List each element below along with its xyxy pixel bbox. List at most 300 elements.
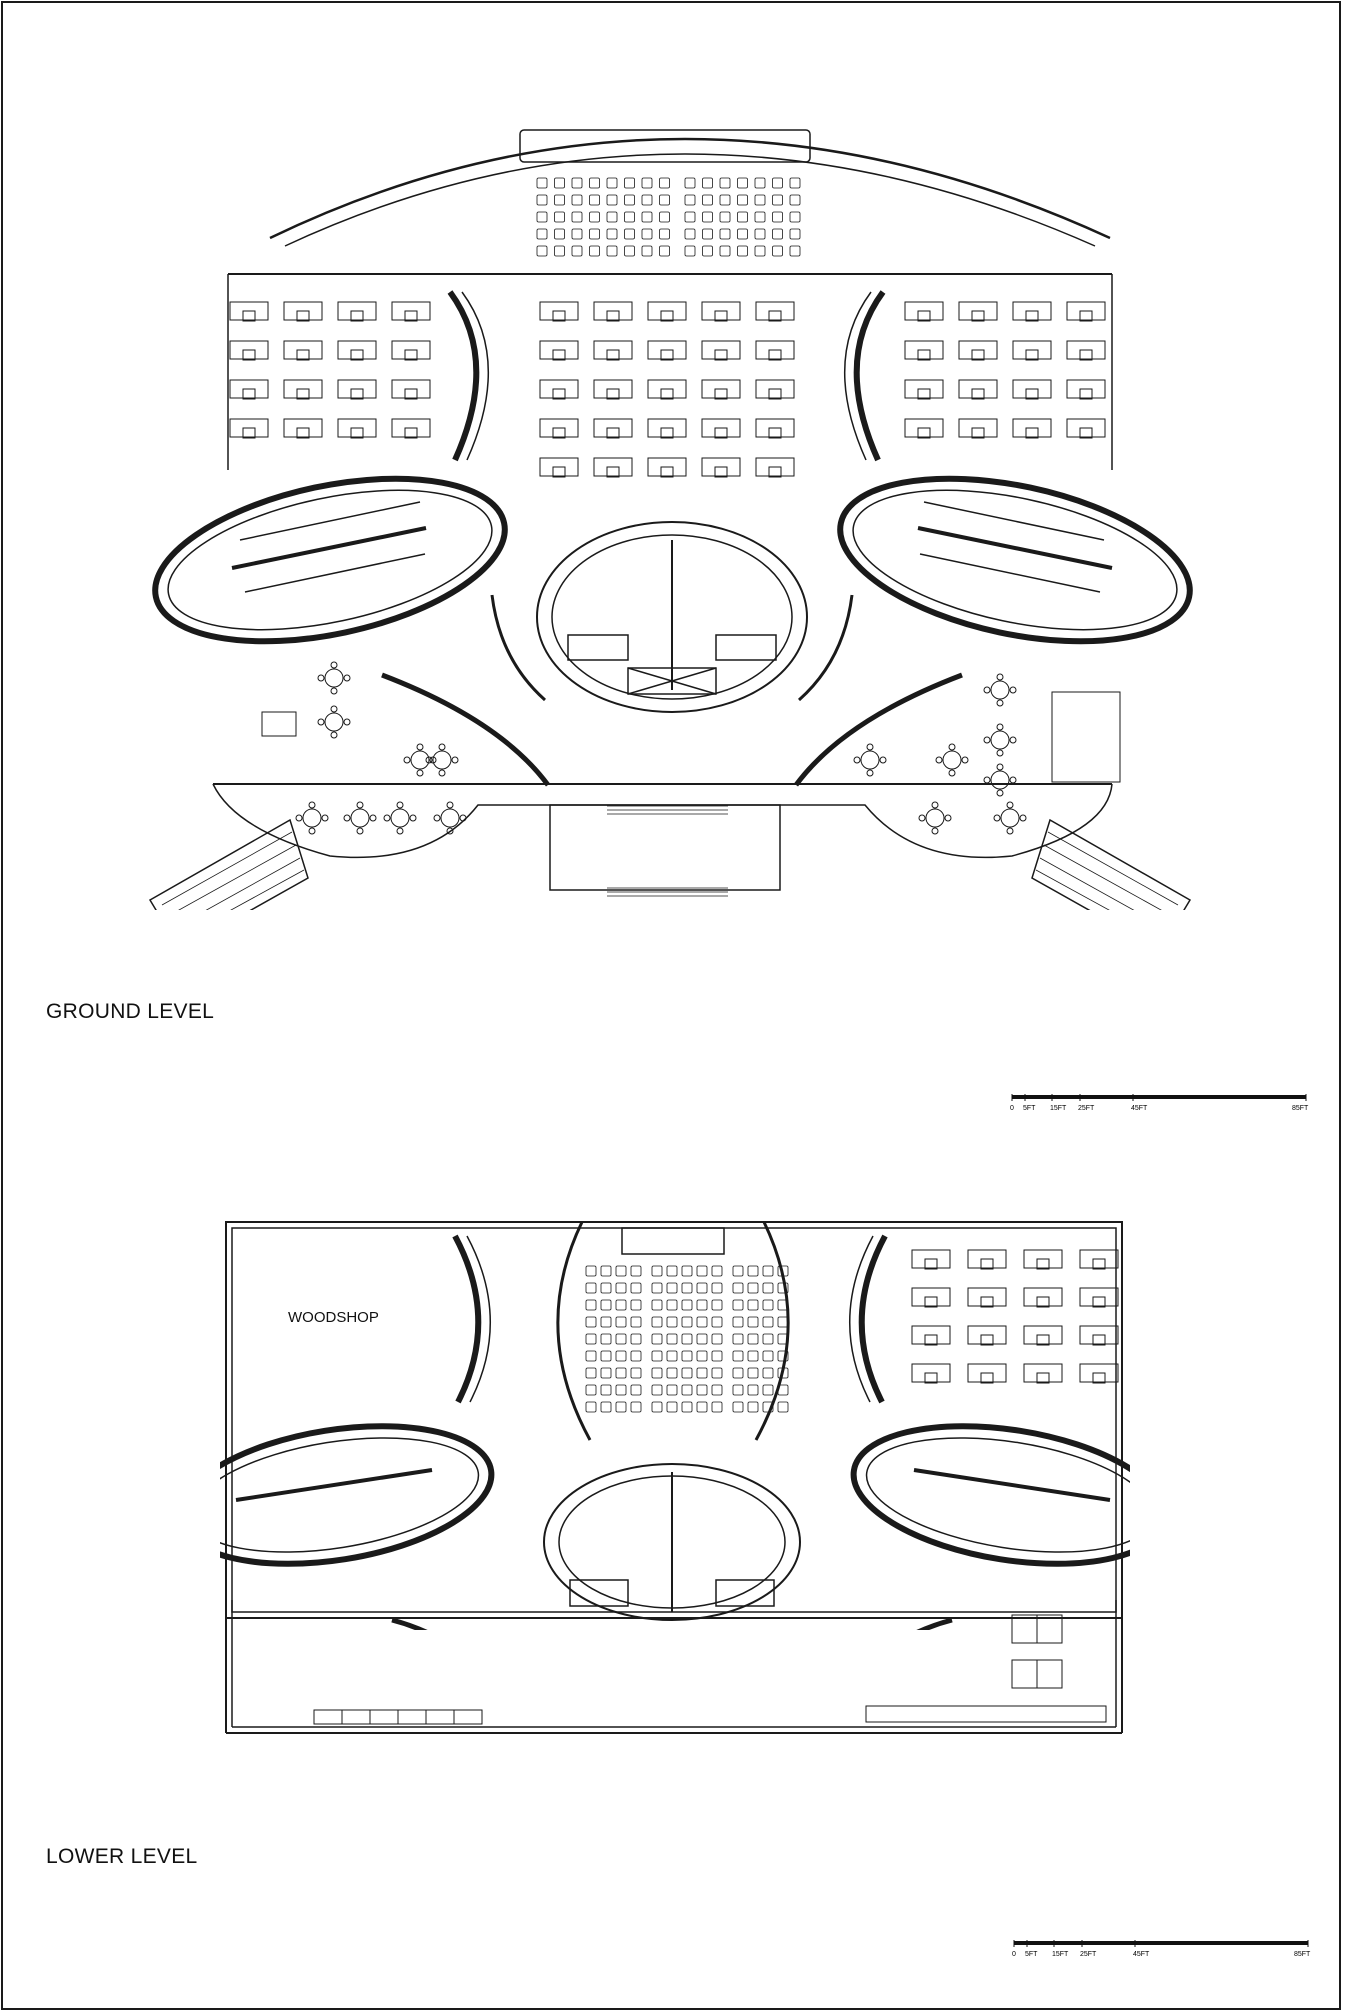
seat xyxy=(733,1283,743,1293)
chair xyxy=(949,744,955,750)
chair xyxy=(417,744,423,750)
seat xyxy=(631,1334,641,1344)
seat xyxy=(697,1351,707,1361)
billiard-table xyxy=(262,712,296,736)
lower-right-wing xyxy=(844,1406,1130,1584)
seat xyxy=(667,1334,677,1344)
seat xyxy=(733,1317,743,1327)
seat xyxy=(697,1266,707,1276)
seat xyxy=(642,246,652,256)
seat xyxy=(773,229,783,239)
seat xyxy=(763,1283,773,1293)
seat xyxy=(586,1266,596,1276)
seat xyxy=(755,229,765,239)
seat xyxy=(652,1300,662,1310)
lower-level-bottom-band xyxy=(220,1600,1130,1750)
seat xyxy=(631,1368,641,1378)
seat xyxy=(712,1266,722,1276)
seat xyxy=(682,1300,692,1310)
chair xyxy=(452,757,458,763)
seat xyxy=(773,212,783,222)
scale-label-5ft: 5FT xyxy=(1023,1105,1036,1112)
chair xyxy=(357,828,363,834)
chair xyxy=(344,675,350,681)
seat xyxy=(631,1402,641,1412)
seat xyxy=(586,1385,596,1395)
chair xyxy=(331,706,337,712)
ground-level-title: GROUND LEVEL xyxy=(46,1000,215,1023)
round-table xyxy=(303,809,321,827)
seat xyxy=(601,1266,611,1276)
seat xyxy=(703,229,713,239)
chair xyxy=(997,790,1003,796)
chair xyxy=(880,757,886,763)
scale-label-25ft: 25FT xyxy=(1078,1105,1095,1112)
seat xyxy=(660,212,670,222)
seat xyxy=(601,1300,611,1310)
seat xyxy=(625,212,635,222)
seat xyxy=(748,1351,758,1361)
ground-entry-plaza xyxy=(550,805,780,890)
seat xyxy=(778,1402,788,1412)
chair xyxy=(439,770,445,776)
chair xyxy=(318,719,324,725)
seat xyxy=(601,1317,611,1327)
seat xyxy=(703,246,713,256)
seat xyxy=(631,1317,641,1327)
seat xyxy=(652,1283,662,1293)
seat xyxy=(601,1402,611,1412)
seat xyxy=(712,1402,722,1412)
seat xyxy=(572,212,582,222)
seat xyxy=(720,212,730,222)
ground-bleacher-left xyxy=(150,820,308,910)
seat xyxy=(625,246,635,256)
seat xyxy=(703,212,713,222)
chair xyxy=(997,750,1003,756)
seat xyxy=(748,1266,758,1276)
seat xyxy=(763,1300,773,1310)
seat xyxy=(616,1266,626,1276)
round-table xyxy=(926,809,944,827)
seat xyxy=(537,195,547,205)
chair xyxy=(1010,737,1016,743)
seat xyxy=(712,1351,722,1361)
seat xyxy=(682,1385,692,1395)
seat xyxy=(720,229,730,239)
seat xyxy=(733,1351,743,1361)
chair xyxy=(867,770,873,776)
seat xyxy=(616,1385,626,1395)
chair xyxy=(994,815,1000,821)
seat xyxy=(625,178,635,188)
seat xyxy=(616,1283,626,1293)
seat xyxy=(652,1402,662,1412)
seat xyxy=(631,1266,641,1276)
seat xyxy=(755,246,765,256)
seat xyxy=(607,229,617,239)
seat xyxy=(667,1385,677,1395)
chair xyxy=(318,675,324,681)
seat xyxy=(590,212,600,222)
seat xyxy=(738,178,748,188)
seat xyxy=(685,178,695,188)
seat xyxy=(748,1317,758,1327)
round-table xyxy=(1001,809,1019,827)
seat xyxy=(667,1368,677,1378)
seat xyxy=(682,1351,692,1361)
seat xyxy=(586,1402,596,1412)
seat xyxy=(607,212,617,222)
seat xyxy=(642,195,652,205)
chair xyxy=(1020,815,1026,821)
seat xyxy=(778,1317,788,1327)
chair xyxy=(439,744,445,750)
seat xyxy=(572,195,582,205)
seat xyxy=(631,1300,641,1310)
seat xyxy=(790,178,800,188)
seat xyxy=(631,1351,641,1361)
chair xyxy=(962,757,968,763)
seat xyxy=(685,212,695,222)
scale-label-0: 0 xyxy=(1012,1951,1016,1958)
ground-level-plan xyxy=(140,110,1200,910)
scale-label-25ft: 25FT xyxy=(1080,1951,1097,1958)
seat xyxy=(586,1283,596,1293)
chair xyxy=(919,815,925,821)
round-table xyxy=(943,751,961,769)
seat xyxy=(537,229,547,239)
ground-central-core xyxy=(492,522,852,712)
seat xyxy=(667,1351,677,1361)
seat xyxy=(712,1317,722,1327)
scale-label-85ft: 85FT xyxy=(1292,1105,1309,1112)
seat xyxy=(586,1334,596,1344)
seat xyxy=(733,1300,743,1310)
seat xyxy=(607,178,617,188)
seat xyxy=(720,246,730,256)
round-table xyxy=(991,731,1009,749)
seat xyxy=(586,1351,596,1361)
seat xyxy=(790,195,800,205)
seat xyxy=(607,195,617,205)
chair xyxy=(384,815,390,821)
seat xyxy=(763,1351,773,1361)
ground-lounge-furniture xyxy=(262,662,1120,834)
seat xyxy=(616,1402,626,1412)
lower-level-title: LOWER LEVEL xyxy=(46,1845,198,1868)
seat xyxy=(572,246,582,256)
seat xyxy=(652,1385,662,1395)
seat xyxy=(652,1351,662,1361)
ground-scale-bar xyxy=(1010,1093,1310,1115)
scale-label-15ft: 15FT xyxy=(1052,1951,1069,1958)
chair xyxy=(867,744,873,750)
seat xyxy=(667,1402,677,1412)
chair xyxy=(357,802,363,808)
seat xyxy=(590,195,600,205)
lower-scale-bar xyxy=(1012,1939,1312,1961)
seat xyxy=(712,1300,722,1310)
ground-left-wing xyxy=(141,451,520,670)
chair xyxy=(1010,687,1016,693)
scale-label-15ft: 15FT xyxy=(1050,1105,1067,1112)
chair xyxy=(854,757,860,763)
seat xyxy=(712,1283,722,1293)
chair xyxy=(344,719,350,725)
seat xyxy=(738,212,748,222)
seat xyxy=(748,1334,758,1344)
seat xyxy=(748,1368,758,1378)
seat xyxy=(733,1385,743,1395)
seat xyxy=(660,229,670,239)
seat xyxy=(555,212,565,222)
round-table xyxy=(391,809,409,827)
seat xyxy=(616,1351,626,1361)
chair xyxy=(397,802,403,808)
ground-shelf-arc-right xyxy=(857,292,883,460)
chair xyxy=(984,687,990,693)
lower-desk-grid xyxy=(912,1250,1118,1383)
seat xyxy=(755,195,765,205)
chair xyxy=(1007,828,1013,834)
seat xyxy=(586,1317,596,1327)
woodshop-label: WOODSHOP xyxy=(288,1309,379,1326)
seat xyxy=(763,1317,773,1327)
seat xyxy=(631,1283,641,1293)
round-table xyxy=(351,809,369,827)
seat xyxy=(682,1317,692,1327)
seat xyxy=(733,1266,743,1276)
seat xyxy=(616,1368,626,1378)
seat xyxy=(790,212,800,222)
seat xyxy=(555,229,565,239)
seat xyxy=(652,1368,662,1378)
seat xyxy=(616,1334,626,1344)
ground-shelf-arc-left xyxy=(450,292,476,460)
seat xyxy=(537,246,547,256)
ground-bleacher-right xyxy=(1032,820,1190,910)
seat xyxy=(652,1334,662,1344)
scale-label-45ft: 45FT xyxy=(1131,1105,1148,1112)
seat xyxy=(652,1266,662,1276)
ground-lower-left-curve xyxy=(382,675,548,785)
seat xyxy=(642,178,652,188)
seat xyxy=(733,1368,743,1378)
seat xyxy=(733,1402,743,1412)
chair xyxy=(936,757,942,763)
lower-shelf-arc-right xyxy=(862,1236,885,1402)
seat xyxy=(720,195,730,205)
round-table xyxy=(991,771,1009,789)
seat xyxy=(631,1385,641,1395)
seat xyxy=(738,195,748,205)
chair xyxy=(344,815,350,821)
seat xyxy=(748,1300,758,1310)
ground-desk-grid xyxy=(230,302,1105,477)
seat xyxy=(697,1334,707,1344)
seat xyxy=(773,195,783,205)
lower-left-wing xyxy=(220,1406,501,1584)
ground-right-wing xyxy=(826,451,1200,670)
scale-label-85ft: 85FT xyxy=(1294,1951,1311,1958)
seat xyxy=(667,1283,677,1293)
seat xyxy=(625,195,635,205)
seat xyxy=(685,246,695,256)
seat xyxy=(555,246,565,256)
seat xyxy=(682,1368,692,1378)
scale-label-5ft: 5FT xyxy=(1025,1951,1038,1958)
seat xyxy=(642,229,652,239)
seat xyxy=(697,1317,707,1327)
seat xyxy=(763,1266,773,1276)
seat xyxy=(601,1385,611,1395)
seat xyxy=(733,1334,743,1344)
seat xyxy=(601,1368,611,1378)
chair xyxy=(309,828,315,834)
chair xyxy=(309,802,315,808)
chair xyxy=(296,815,302,821)
chair xyxy=(945,815,951,821)
seat xyxy=(773,246,783,256)
seat xyxy=(712,1368,722,1378)
seat xyxy=(660,178,670,188)
seat xyxy=(755,212,765,222)
seat xyxy=(667,1317,677,1327)
chair xyxy=(949,770,955,776)
ground-lower-right-curve xyxy=(796,675,962,785)
seat xyxy=(685,229,695,239)
chair xyxy=(1007,802,1013,808)
lower-central-core xyxy=(544,1464,800,1620)
seat xyxy=(712,1385,722,1395)
round-table xyxy=(991,681,1009,699)
seat xyxy=(790,246,800,256)
chair xyxy=(417,770,423,776)
lower-shelf-arc-left xyxy=(455,1236,478,1402)
seat xyxy=(586,1300,596,1310)
chair xyxy=(997,724,1003,730)
seat xyxy=(748,1385,758,1395)
round-table xyxy=(325,713,343,731)
seat xyxy=(616,1300,626,1310)
seat xyxy=(601,1334,611,1344)
seat xyxy=(652,1317,662,1327)
chair xyxy=(397,828,403,834)
seat xyxy=(642,212,652,222)
round-table xyxy=(861,751,879,769)
chair xyxy=(331,662,337,668)
lower-auditorium-seating xyxy=(586,1266,788,1412)
seat xyxy=(790,229,800,239)
seat xyxy=(763,1385,773,1395)
seat xyxy=(607,246,617,256)
ground-lecture-seating xyxy=(537,178,800,256)
seat xyxy=(697,1368,707,1378)
chair xyxy=(404,757,410,763)
chair xyxy=(984,737,990,743)
seat xyxy=(537,178,547,188)
chair xyxy=(932,802,938,808)
seat xyxy=(763,1334,773,1344)
seat xyxy=(697,1385,707,1395)
scale-label-0: 0 xyxy=(1010,1105,1014,1112)
seat xyxy=(590,246,600,256)
seat xyxy=(773,178,783,188)
seat xyxy=(755,178,765,188)
seat xyxy=(590,178,600,188)
lower-workstations-right xyxy=(866,1615,1106,1722)
seat xyxy=(616,1317,626,1327)
seat xyxy=(667,1300,677,1310)
seat xyxy=(697,1402,707,1412)
seat xyxy=(712,1334,722,1344)
seat xyxy=(601,1283,611,1293)
chair xyxy=(434,815,440,821)
seat xyxy=(748,1402,758,1412)
seat xyxy=(682,1266,692,1276)
seat xyxy=(682,1402,692,1412)
seat xyxy=(685,195,695,205)
seat xyxy=(720,178,730,188)
seat xyxy=(625,229,635,239)
chair xyxy=(1010,777,1016,783)
chair xyxy=(331,688,337,694)
chair xyxy=(997,700,1003,706)
seat xyxy=(572,178,582,188)
lower-auditorium xyxy=(558,1222,788,1440)
seat xyxy=(590,229,600,239)
seat xyxy=(763,1368,773,1378)
lower-bench-row xyxy=(314,1710,482,1724)
reception-counter xyxy=(1052,692,1120,782)
lower-level-plan xyxy=(220,1210,1130,1630)
chair xyxy=(410,815,416,821)
chair xyxy=(322,815,328,821)
seat xyxy=(601,1351,611,1361)
scale-label-45ft: 45FT xyxy=(1133,1951,1150,1958)
seat xyxy=(660,246,670,256)
seat xyxy=(697,1300,707,1310)
seat xyxy=(667,1266,677,1276)
seat xyxy=(660,195,670,205)
seat xyxy=(586,1368,596,1378)
chair xyxy=(331,732,337,738)
seat xyxy=(738,229,748,239)
seat xyxy=(703,178,713,188)
seat xyxy=(555,195,565,205)
chair xyxy=(460,815,466,821)
chair xyxy=(932,828,938,834)
chair xyxy=(984,777,990,783)
seat xyxy=(682,1283,692,1293)
seat xyxy=(738,246,748,256)
seat xyxy=(555,178,565,188)
seat xyxy=(537,212,547,222)
ground-entry-steps xyxy=(607,806,728,896)
seat xyxy=(748,1283,758,1293)
seat xyxy=(572,229,582,239)
seat xyxy=(682,1334,692,1344)
seat xyxy=(703,195,713,205)
chair xyxy=(997,674,1003,680)
chair xyxy=(447,802,453,808)
seat xyxy=(697,1283,707,1293)
chair xyxy=(997,764,1003,770)
chair xyxy=(370,815,376,821)
round-table xyxy=(325,669,343,687)
round-table xyxy=(441,809,459,827)
